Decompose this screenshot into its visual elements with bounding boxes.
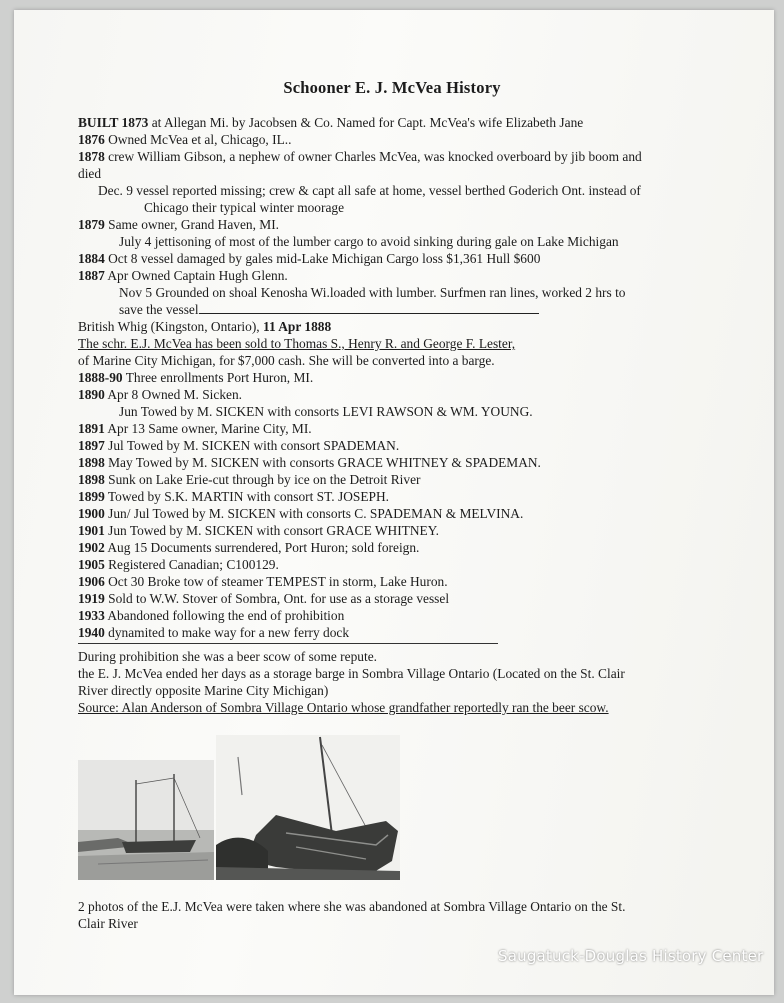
entry-text: dynamited to make way for a new ferry dock [104, 625, 350, 640]
entry-text: Jul Towed by M. SICKEN with consort SPADEMAN. [104, 438, 400, 453]
entry-year: 1906 [78, 574, 105, 589]
entry-year: 1891 [78, 421, 105, 436]
entry-1901 [78, 522, 728, 539]
entry-year: 1878 [78, 149, 105, 164]
underline-rule [199, 312, 539, 314]
entry-text: save the vessel [119, 302, 199, 317]
entry-year: 1905 [78, 557, 105, 572]
entry-subline: Jun Towed by M. SICKEN with consorts LEVI RAWSON & WM. YOUNG. [119, 404, 533, 419]
entry-text: Apr Owned Captain Hugh Glenn. [104, 268, 288, 283]
entry-text: Apr 13 Same owner, Marine City, MI. [104, 421, 312, 436]
entry-1879 [78, 216, 728, 233]
newspaper-source [78, 318, 728, 335]
entry-1898 [78, 454, 728, 471]
entry-text: Same owner, Grand Haven, MI. [104, 217, 280, 232]
entry-text: Aug 15 Documents surrendered, Port Huron; sold foreign. [104, 540, 420, 555]
entry-1919 [78, 590, 728, 607]
note-line: During prohibition she was a beer scow of some repute. [78, 649, 377, 664]
entry-1876 [78, 131, 728, 148]
divider [78, 643, 498, 644]
entry-year: 1884 [78, 251, 105, 266]
note-line: River directly opposite Marine City Michigan) [78, 683, 329, 698]
entry-1899 [78, 488, 728, 505]
entry-subline: July 4 jettisoning of most of the lumber cargo to avoid sinking during gale on Lake Michigan [119, 234, 619, 249]
entry-text: Sold to W.W. Stover of Sombra, Ont. for use as a storage vessel [104, 591, 450, 606]
entry-1940 [78, 624, 728, 641]
entry-year: 1879 [78, 217, 105, 232]
caption-line: 2 photos of the E.J. McVea were taken where she was abandoned at Sombra Village Ontario on the St. [78, 899, 626, 914]
entry-1890 [78, 386, 728, 403]
entry-year: 1888-90 [78, 370, 123, 385]
watermark: Saugatuck-Douglas History Center [498, 947, 764, 965]
entry-year: 1898 [78, 472, 105, 487]
entry-year: 1876 [78, 132, 105, 147]
entry-text: Sunk on Lake Erie-cut through by ice on the Detroit River [104, 472, 421, 487]
entry-1887 [78, 267, 728, 284]
entry-year: 1940 [78, 625, 105, 640]
entry-text: Jun Towed by M. SICKEN with consort GRACE WHITNEY. [104, 523, 439, 538]
entry-text: Jun/ Jul Towed by M. SICKEN with consorts C. SPADEMAN & MELVINA. [104, 506, 524, 521]
entry-text: Three enrollments Port Huron, MI. [122, 370, 314, 385]
entry-built [78, 114, 728, 131]
entry-text: Owned McVea et al, Chicago, IL.. [104, 132, 292, 147]
abandoned-hull-photo [216, 735, 400, 880]
entry-1900 [78, 505, 728, 522]
entry-text: Oct 30 Broke tow of steamer TEMPEST in storm, Lake Huron. [104, 574, 448, 589]
entry-1891 [78, 420, 728, 437]
schooner-photo-right [216, 735, 400, 880]
entry-1884 [78, 250, 728, 267]
entry-year: 1901 [78, 523, 105, 538]
entry-text: May Towed by M. SICKEN with consorts GRACE WHITNEY & SPADEMAN. [104, 455, 541, 470]
entry-text: Towed by S.K. MARTIN with consort ST. JOSEPH. [104, 489, 389, 504]
entry-1933 [78, 607, 728, 624]
entry-year: 1900 [78, 506, 105, 521]
newspaper-name: British Whig (Kingston, Ontario), [78, 319, 263, 334]
entry-year: 1887 [78, 268, 105, 283]
entry-1906 [78, 573, 728, 590]
entry-year: 1898 [78, 455, 105, 470]
entry-year: 1919 [78, 591, 105, 606]
entry-subline: Nov 5 Grounded on shoal Kenosha Wi.loaded with lumber. Surfmen ran lines, worked 2 hrs to [119, 285, 626, 300]
entry-text: Oct 8 vessel damaged by gales mid-Lake Michigan Cargo loss $1,361 Hull $600 [104, 251, 541, 266]
entry-year: 1902 [78, 540, 105, 555]
photo-pair [78, 735, 408, 883]
photo-caption [78, 898, 708, 932]
note-source: Source: Alan Anderson of Sombra Village Ontario whose grandfather reportedly ran the beer scow. [78, 700, 609, 715]
entry-year: 1897 [78, 438, 105, 453]
schooner-sail-photo [78, 760, 214, 880]
entry-text: crew William Gibson, a nephew of owner Charles McVea, was knocked overboard by jib boom and [104, 149, 642, 164]
newspaper-date: 11 Apr 1888 [262, 319, 332, 334]
entry-1905 [78, 556, 728, 573]
entry-year: 1899 [78, 489, 105, 504]
entry-year: 1933 [78, 608, 105, 623]
page-title: Schooner E. J. McVea History [283, 78, 501, 97]
entry-continuation [78, 301, 728, 318]
entry-text: Abandoned following the end of prohibition [104, 608, 345, 623]
entry-text: at Allegan Mi. by Jacobsen & Co. Named for Capt. McVea's wife Elizabeth Jane [148, 115, 584, 130]
entry-subline: Dec. 9 vessel reported missing; crew & capt all safe at home, vessel berthed Goderich Ont. instead of [98, 183, 641, 198]
entry-year: 1890 [78, 387, 105, 402]
entry-text: Apr 8 Owned M. Sicken. [104, 387, 243, 402]
entry-year: BUILT 1873 [78, 115, 149, 130]
entry-1878 [78, 148, 728, 165]
entry-continuation: died [78, 166, 102, 181]
entry-1902 [78, 539, 728, 556]
newspaper-quote: of Marine City Michigan, for $7,000 cash. She will be converted into a barge. [78, 353, 495, 368]
caption-line: Clair River [78, 916, 138, 931]
history-text [78, 114, 728, 716]
entry-1897 [78, 437, 728, 454]
entry-text: Registered Canadian; C100129. [104, 557, 279, 572]
schooner-photo-left [78, 760, 214, 880]
note-line: the E. J. McVea ended her days as a storage barge in Sombra Village Ontario (Located on the St. Clair [78, 666, 625, 681]
entry-1888-90 [78, 369, 728, 386]
newspaper-quote: The schr. E.J. McVea has been sold to Thomas S., Henry R. and George F. Lester, [78, 336, 516, 351]
entry-1898-sunk [78, 471, 728, 488]
entry-continuation: Chicago their typical winter moorage [144, 200, 345, 215]
